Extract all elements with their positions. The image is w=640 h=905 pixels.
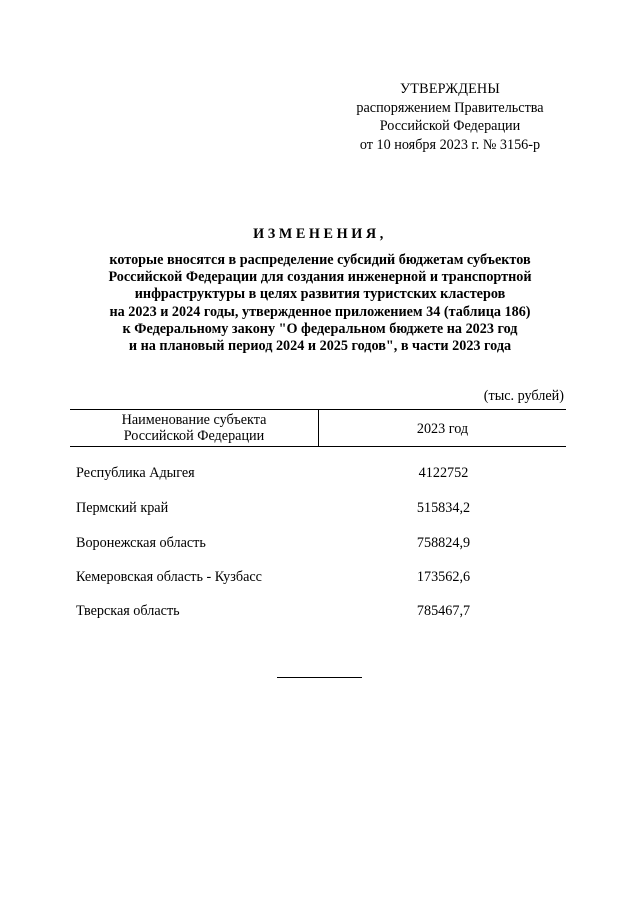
- document-title: ИЗМЕНЕНИЯ,: [253, 226, 387, 242]
- table-header: [70, 409, 566, 447]
- approval-stamp: [340, 80, 560, 154]
- region-value: 173562,6: [416, 569, 471, 585]
- region-name: Республика Адыгея: [76, 465, 195, 481]
- header-region-name-line: Наименование субъекта: [121, 412, 267, 428]
- region-value: 515834,2: [416, 500, 471, 516]
- subtitle-line: Российской Федерации для создания инженерной и транспортной: [108, 269, 532, 286]
- approval-heading: УТВЕРЖДЕНЫ: [400, 81, 500, 97]
- subtitle-line: которые вносятся в распределение субсидий бюджетам субъектов: [109, 252, 531, 268]
- header-region-name: [70, 412, 318, 444]
- subtitle-line: на 2023 и 2024 годы, утвержденное приложением 34 (таблица 186): [109, 303, 531, 320]
- region-name: Кемеровская область - Кузбасс: [76, 569, 262, 585]
- header-year: 2023 год: [416, 421, 469, 437]
- region-value: 758824,9: [416, 535, 471, 551]
- approval-line: Российской Федерации: [379, 118, 521, 134]
- subtitle-line: и на плановый период 2024 и 2025 годов", в части 2023 года: [128, 338, 512, 355]
- region-name: Тверская область: [76, 603, 180, 619]
- table-row: [0, 465, 640, 485]
- region-value: 785467,7: [416, 603, 471, 619]
- region-name: Пермский край: [76, 500, 169, 516]
- approval-line: от 10 ноября 2023 г. № 3156-р: [359, 136, 541, 153]
- subtitle-line: инфраструктуры в целях развития туристских кластеров: [134, 286, 506, 303]
- region-name: Воронежская область: [76, 535, 206, 551]
- table-row: [0, 535, 640, 555]
- header-region-name-line: Российской Федерации: [123, 428, 265, 444]
- approval-line: распоряжением Правительства: [356, 99, 544, 116]
- table-row: [0, 603, 640, 623]
- table-row: [0, 569, 640, 589]
- subtitle-line: к Федеральному закону "О федеральном бюджете на 2023 год: [122, 320, 518, 337]
- table-row: [0, 500, 640, 520]
- end-divider: [277, 677, 362, 678]
- region-value: 4122752: [418, 465, 469, 481]
- units-label: (тыс. рублей): [483, 388, 564, 404]
- document-subtitle: [40, 252, 600, 355]
